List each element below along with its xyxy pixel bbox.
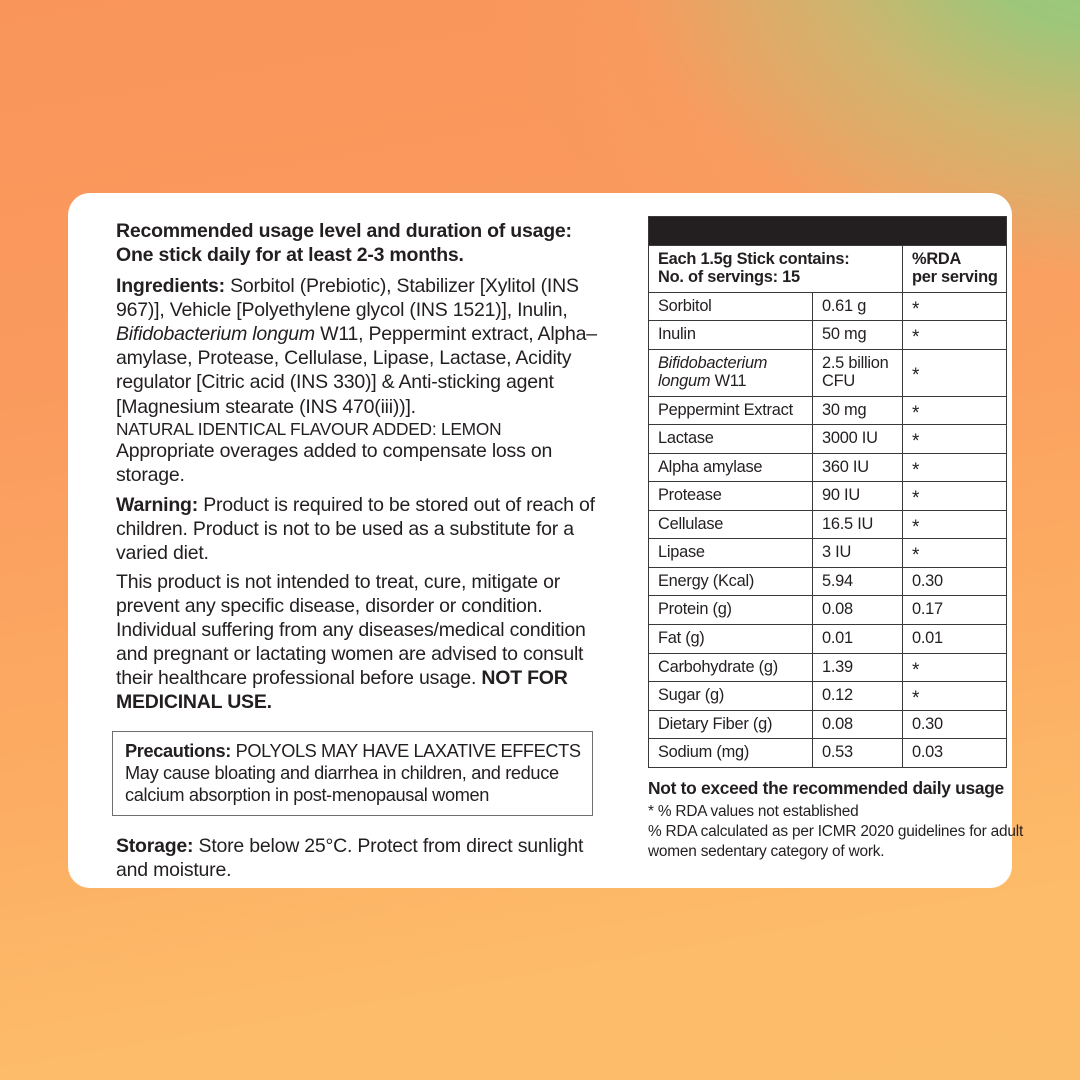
- table-row: [649, 596, 1007, 625]
- nutrient-name: Inulin: [649, 321, 813, 350]
- nutrient-value: 3000 IU: [813, 425, 903, 454]
- precautions-caps-text: POLYOLS MAY HAVE LAXATIVE EFFECTS: [230, 741, 581, 762]
- table-row: [649, 453, 1007, 482]
- nutrient-value: 0.12: [813, 682, 903, 711]
- nutrient-rda: [903, 453, 1007, 482]
- nutrient-rda: [903, 425, 1007, 454]
- nutrient-name: Protein (g): [649, 596, 813, 625]
- nutrient-value: 0.08: [813, 596, 903, 625]
- table-footnotes: [648, 778, 1028, 862]
- nutrient-rda: [903, 321, 1007, 350]
- precautions-box: [112, 731, 593, 816]
- table-row: [649, 396, 1007, 425]
- footnote-bold: Not to exceed the recommended daily usage: [648, 777, 1004, 798]
- nutrient-value: 5.94: [813, 567, 903, 596]
- nutrient-rda: [903, 292, 1007, 321]
- nutrient-value: 0.01: [813, 624, 903, 653]
- nutrient-value: 50 mg: [813, 321, 903, 350]
- nutrient-value: 3 IU: [813, 539, 903, 568]
- table-row: [649, 539, 1007, 568]
- table-row: [649, 510, 1007, 539]
- nutrient-value: 1.39: [813, 653, 903, 682]
- left-text-column: [116, 215, 616, 882]
- usage-headline-line1: Recommended usage level and duration of usage:: [116, 220, 572, 242]
- table-row: [649, 710, 1007, 739]
- serving-size-line: Each 1.5g Stick contains:: [658, 249, 850, 268]
- asterisk-icon: *: [912, 516, 920, 538]
- asterisk-icon: *: [912, 298, 920, 320]
- nutrient-rda: [903, 482, 1007, 511]
- nutrient-name: Sorbitol: [649, 292, 813, 321]
- nutrient-name: Carbohydrate (g): [649, 653, 813, 682]
- nutrient-rda: 0.30: [903, 567, 1007, 596]
- nutrient-name: Alpha amylase: [649, 453, 813, 482]
- nutrient-name: Sugar (g): [649, 682, 813, 711]
- nutrient-strain: W11: [714, 372, 747, 391]
- footnote-line-2: % RDA calculated as per ICMR 2020 guidelines for adult women sedentary category of work.: [648, 822, 1024, 860]
- nutrient-name: Fat (g): [649, 624, 813, 653]
- table-row: [649, 425, 1007, 454]
- precautions-detail: May cause bloating and diarrhea in children, and reduce calcium absorption in post-menopausal women: [125, 763, 559, 806]
- usage-headline: [116, 219, 616, 267]
- nutrient-species-italic: Bifidobacterium longum: [658, 353, 768, 391]
- nutrition-table-subhead-row: [649, 245, 1007, 292]
- storage-paragraph: [116, 834, 616, 882]
- precautions-paragraph: [125, 740, 581, 762]
- warning-label: Warning:: [116, 493, 199, 516]
- table-row: [649, 567, 1007, 596]
- nutrient-value: 0.53: [813, 739, 903, 768]
- table-row: [649, 739, 1007, 768]
- table-row: [649, 349, 1007, 396]
- asterisk-icon: *: [912, 402, 920, 424]
- nutrient-value: 16.5 IU: [813, 510, 903, 539]
- nutrient-rda: 0.30: [903, 710, 1007, 739]
- right-table-column: [616, 215, 1028, 868]
- nutrient-name: Sodium (mg): [649, 739, 813, 768]
- precautions-label: Precautions:: [125, 741, 231, 762]
- nutrition-table-title-row: [649, 217, 1007, 246]
- table-row: [649, 624, 1007, 653]
- storage-text: Store below 25°C. Protect from direct sunlight and moisture.: [116, 835, 584, 882]
- table-row: [649, 653, 1007, 682]
- ingredients-text-part1: Sorbitol (Prebiotic), Stabilizer [Xylitol (INS 967)], Vehicle [Polyethylene glycol (INS 1521)], Inulin,: [116, 275, 579, 322]
- rda-header-line2: per serving: [912, 268, 998, 287]
- asterisk-icon: *: [912, 688, 920, 710]
- table-row: [649, 292, 1007, 321]
- ingredients-paragraph: [116, 274, 616, 418]
- nutrient-name: Dietary Fiber (g): [649, 710, 813, 739]
- nutrient-rda: [903, 653, 1007, 682]
- table-row: [649, 482, 1007, 511]
- asterisk-icon: *: [912, 545, 920, 567]
- nutrient-value: 360 IU: [813, 453, 903, 482]
- nutrient-value: 0.08: [813, 710, 903, 739]
- nutrient-name: Lactase: [649, 425, 813, 454]
- warning-text: Product is required to be stored out of reach of children. Product is not to be used as a substitute for a varied diet.: [116, 493, 595, 564]
- disclaimer-paragraph: [116, 570, 616, 714]
- nutrient-value: 30 mg: [813, 396, 903, 425]
- serving-info-cell: [649, 245, 903, 292]
- nutrient-name: Protease: [649, 482, 813, 511]
- nutrient-name: Peppermint Extract: [649, 396, 813, 425]
- asterisk-icon: *: [912, 327, 920, 349]
- ingredients-text-part2: W11, Peppermint extract, Alpha–amylase, Protease, Cellulase, Lipase, Lactase, Acidity regulator [Citric acid (INS 330)] & Anti-sticking agent [Magnesium stearate (INS 470(iii))].: [116, 323, 597, 418]
- table-row: [649, 682, 1007, 711]
- nutrition-table-title: Composition & Nutritional Information: [649, 217, 1007, 246]
- nutrient-name: Cellulase: [649, 510, 813, 539]
- asterisk-icon: *: [912, 459, 920, 481]
- ingredients-label: Ingredients:: [116, 275, 225, 298]
- servings-count-line: No. of servings: 15: [658, 268, 800, 287]
- asterisk-icon: *: [912, 659, 920, 681]
- asterisk-icon: *: [912, 364, 920, 386]
- overages-line: Appropriate overages added to compensate loss on storage.: [116, 440, 553, 487]
- nutrient-rda: 0.17: [903, 596, 1007, 625]
- disclaimer-text: This product is not intended to treat, cure, mitigate or prevent any specific disease, disorder or condition. Individual suffering from any diseases/medical condition and pregnant or lactating women are advised to consult their healthcare professional before usage.: [116, 570, 586, 690]
- warning-paragraph: [116, 493, 616, 565]
- nutrition-table: [648, 216, 1007, 768]
- nutrient-rda: [903, 349, 1007, 396]
- storage-label: Storage:: [116, 835, 194, 858]
- nutrient-name: [649, 349, 813, 396]
- nutrient-rda: [903, 510, 1007, 539]
- nutrition-table-body: [649, 217, 1007, 768]
- nutrient-rda: [903, 396, 1007, 425]
- asterisk-icon: *: [912, 488, 920, 510]
- rda-header-cell: [903, 245, 1007, 292]
- disclaimer-emphasis: NOT FOR MEDICINAL USE.: [116, 667, 568, 714]
- footnote-line-1: * % RDA values not established: [648, 802, 859, 820]
- nutrient-value: 0.61 g: [813, 292, 903, 321]
- usage-headline-line2: One stick daily for at least 2-3 months.: [116, 244, 464, 267]
- rda-header-line1: %RDA: [912, 249, 962, 268]
- flavour-line: NATURAL IDENTICAL FLAVOUR ADDED: LEMON: [116, 418, 502, 439]
- nutrient-rda: [903, 682, 1007, 711]
- nutrient-name: Energy (Kcal): [649, 567, 813, 596]
- label-card: [68, 193, 1024, 888]
- asterisk-icon: *: [912, 431, 920, 453]
- nutrient-value: 2.5 billion CFU: [813, 349, 903, 396]
- nutrient-rda: 0.03: [903, 739, 1007, 768]
- ingredients-species: Bifidobacterium longum: [116, 323, 315, 346]
- table-row: [649, 321, 1007, 350]
- nutrient-rda: 0.01: [903, 624, 1007, 653]
- nutrient-rda: [903, 539, 1007, 568]
- nutrient-value: 90 IU: [813, 482, 903, 511]
- nutrient-name: Lipase: [649, 539, 813, 568]
